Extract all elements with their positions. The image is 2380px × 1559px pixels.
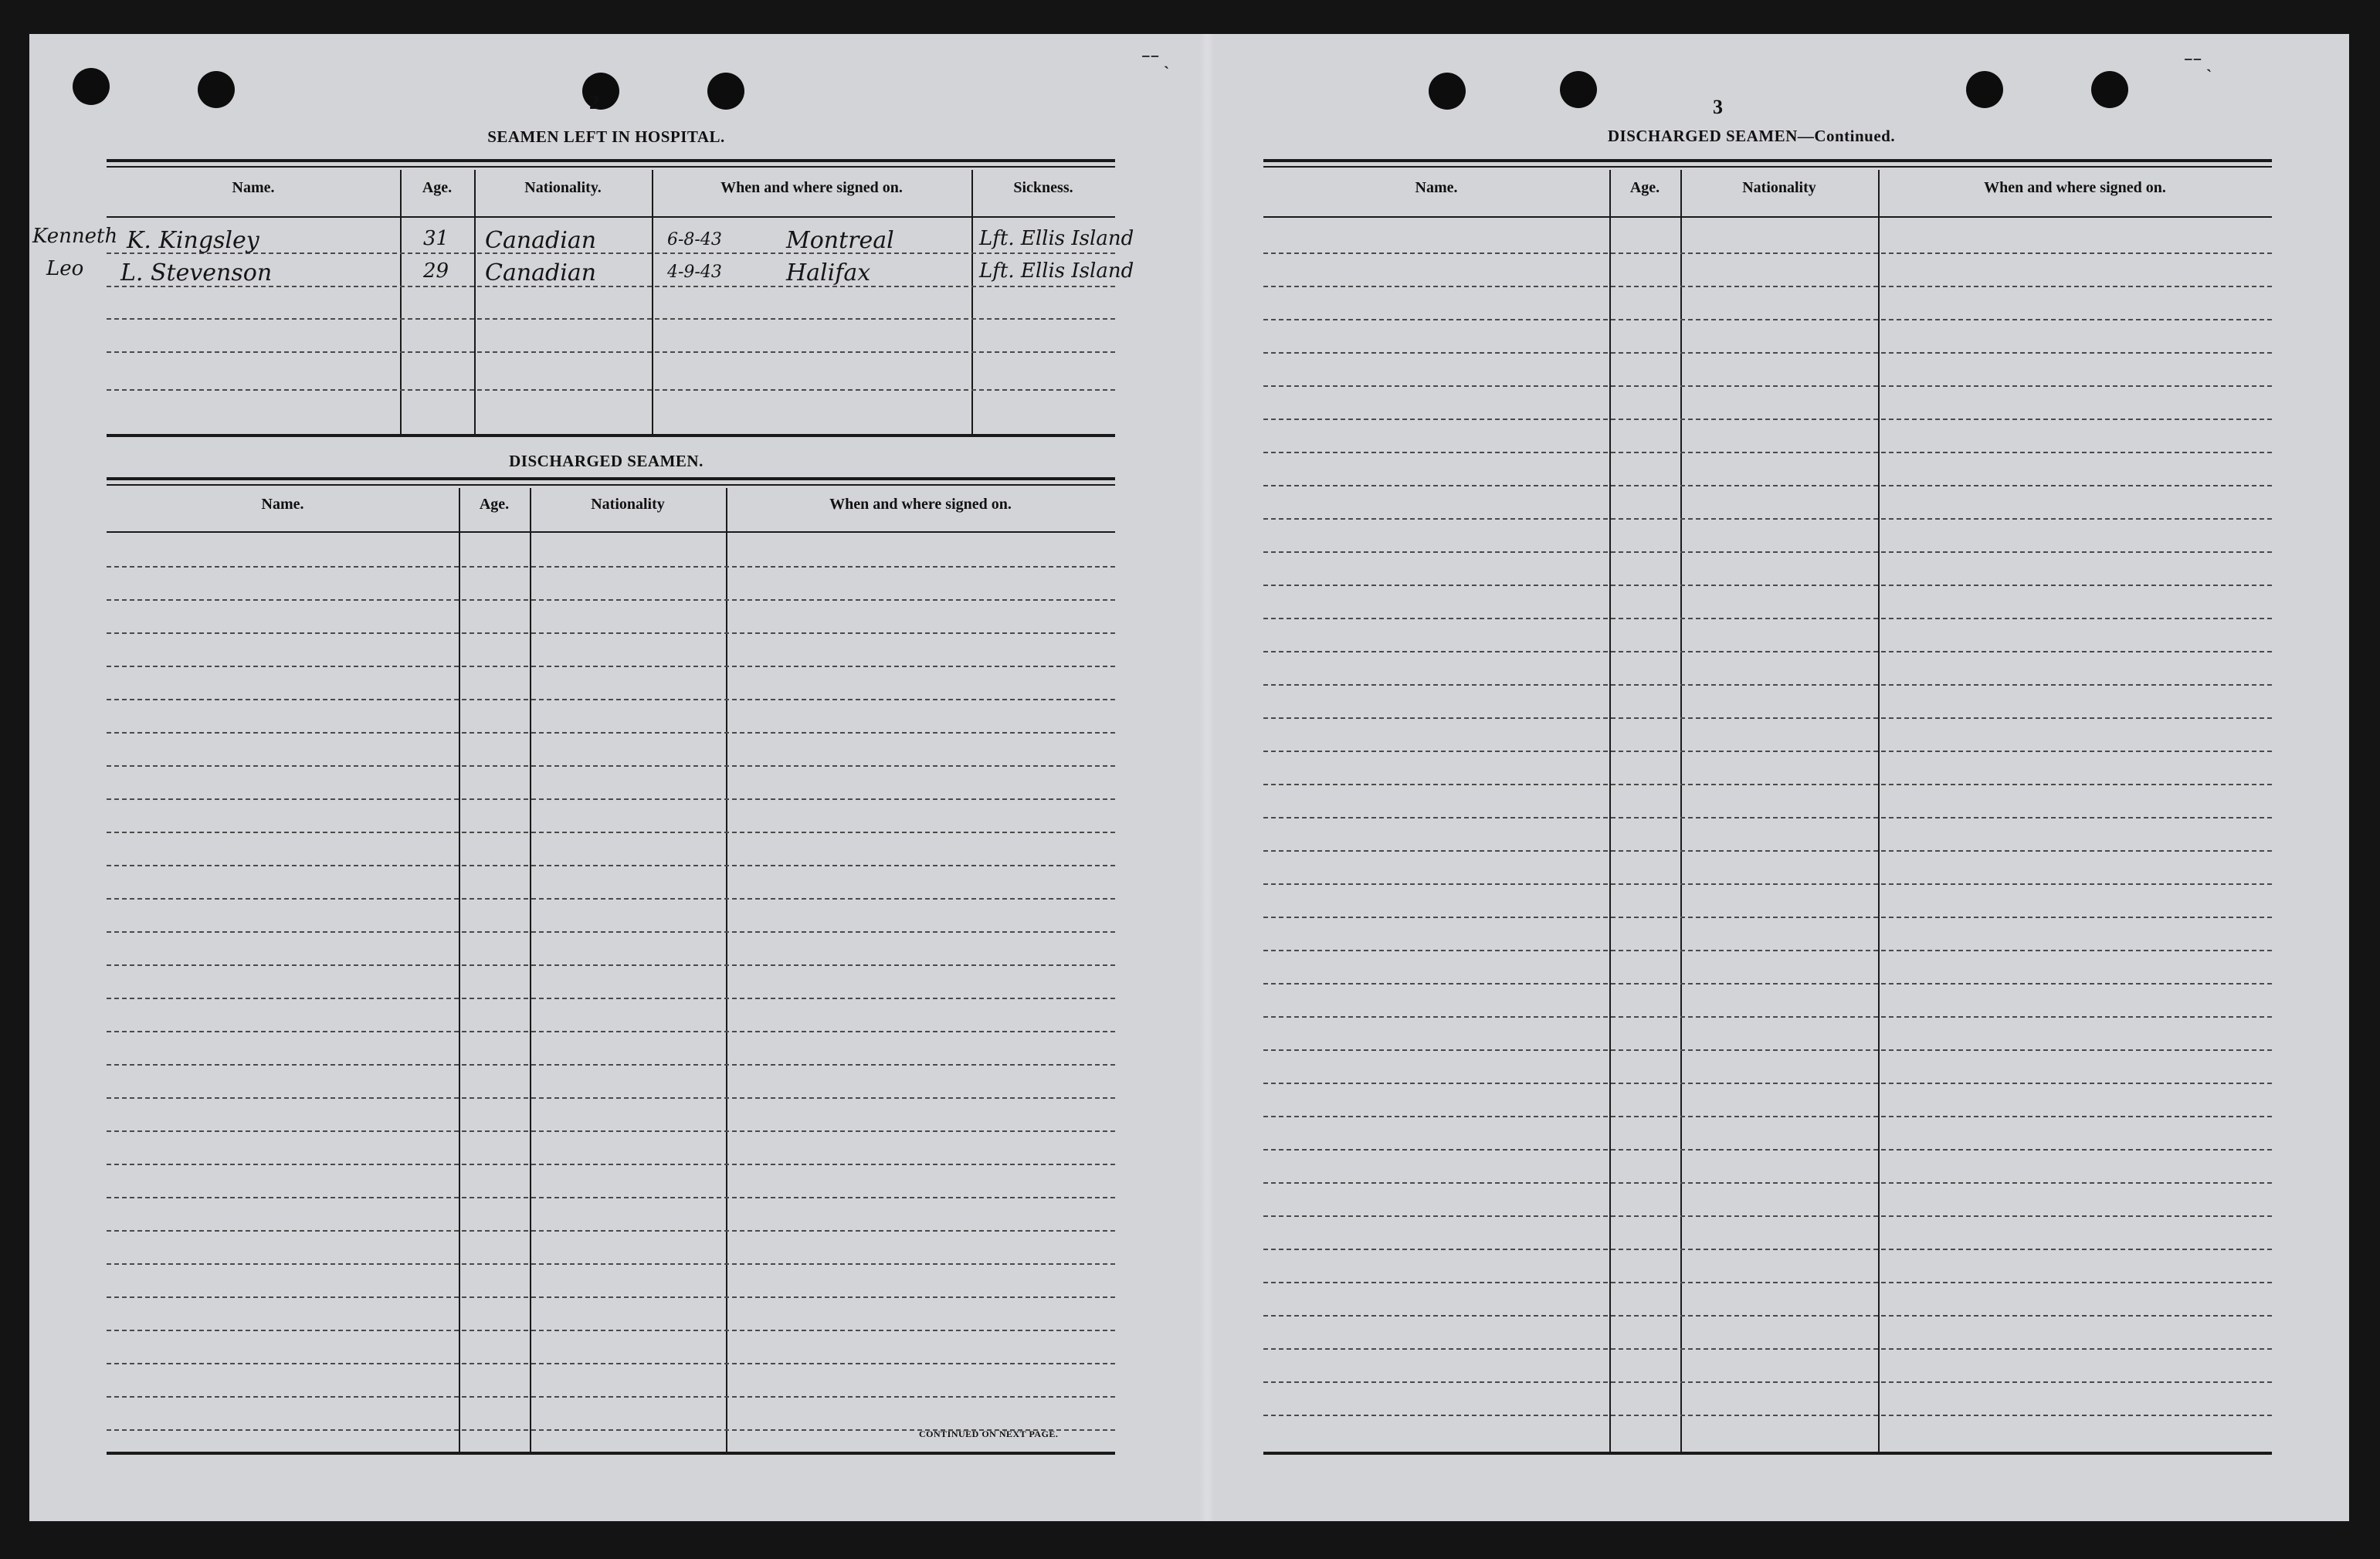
col-header-name: Name. (232, 179, 275, 196)
row-line (1263, 950, 2272, 951)
rule (1263, 166, 2272, 168)
col-divider (1680, 170, 1682, 1452)
punch-hole (1429, 73, 1466, 110)
row-line (1263, 1381, 2272, 1383)
row-line (1263, 319, 2272, 320)
row-line (1263, 717, 2272, 719)
rule (107, 434, 1115, 437)
entry-nationality: Canadian (485, 227, 597, 254)
row-line (1263, 850, 2272, 852)
row-line (107, 832, 1115, 833)
row-line (1263, 551, 2272, 553)
row-line (107, 389, 1115, 391)
row-line (1263, 1249, 2272, 1250)
row-line (1263, 883, 2272, 885)
row-line (107, 798, 1115, 800)
row-line (1263, 352, 2272, 354)
page-number-left: 2 (589, 91, 599, 114)
rule (107, 531, 1115, 533)
hospital-section-title: SEAMEN LEFT IN HOSPITAL. (487, 127, 725, 146)
row-line (107, 998, 1115, 999)
row-line (107, 931, 1115, 933)
rule (107, 159, 1115, 162)
document-sheet (29, 34, 2349, 1521)
row-line (107, 898, 1115, 900)
col-header-signed-on: When and where signed on. (720, 179, 903, 196)
col-header-signed-on: When and where signed on. (829, 496, 1012, 513)
row-line (1263, 419, 2272, 420)
row-line (1263, 684, 2272, 686)
col-header-name: Name. (1415, 179, 1458, 196)
entry-date: 4-9-43 (667, 263, 722, 282)
col-header-nationality: Nationality (591, 496, 665, 513)
rule (107, 166, 1115, 168)
entry-place: Montreal (786, 227, 894, 254)
row-line (107, 599, 1115, 601)
row-line (1263, 252, 2272, 254)
margin-note: Kenneth (32, 225, 118, 248)
row-line (1263, 1215, 2272, 1217)
entry-age: 29 (423, 259, 449, 283)
row-line (107, 1263, 1115, 1265)
row-line (107, 1197, 1115, 1198)
col-divider (971, 170, 973, 434)
row-line (1263, 1282, 2272, 1283)
row-line (107, 1097, 1115, 1099)
row-line (1263, 518, 2272, 520)
entry-date: 6-8-43 (667, 230, 722, 249)
col-header-age: Age. (1629, 179, 1660, 196)
pencil-mark: ⁻⁻ ˎ (1141, 49, 1170, 69)
row-line (1263, 385, 2272, 387)
col-header-age: Age. (479, 496, 510, 513)
row-line (1263, 1149, 2272, 1151)
row-line (107, 732, 1115, 734)
row-line (1263, 286, 2272, 287)
col-divider (400, 170, 402, 434)
row-line (107, 566, 1115, 568)
continued-footer: CONTINUED ON NEXT PAGE. (919, 1429, 1059, 1439)
col-divider (1878, 170, 1880, 1452)
rule (107, 477, 1115, 480)
entry-nationality: Canadian (485, 259, 597, 286)
rule (107, 484, 1115, 486)
col-divider (474, 170, 476, 434)
discharged-section-title: DISCHARGED SEAMEN. (509, 452, 703, 470)
discharged-continued-title: DISCHARGED SEAMEN—Continued. (1607, 127, 1896, 145)
punch-hole (73, 68, 110, 105)
row-line (1263, 1016, 2272, 1018)
row-line (107, 666, 1115, 667)
rule (107, 1452, 1115, 1455)
page-fold (1199, 34, 1215, 1521)
row-line (107, 318, 1115, 320)
row-line (1263, 983, 2272, 985)
row-line (107, 1164, 1115, 1165)
col-header-signed-on: When and where signed on. (1984, 179, 2166, 196)
row-line (1263, 1083, 2272, 1084)
row-line (1263, 585, 2272, 586)
row-line (107, 1330, 1115, 1331)
row-line (1263, 751, 2272, 752)
entry-age: 31 (423, 227, 449, 250)
entry-name: K. Kingsley (127, 227, 259, 254)
page-number-right: 3 (1713, 96, 1723, 118)
row-line (107, 1130, 1115, 1132)
rule (1263, 1452, 2272, 1455)
row-line (1263, 1116, 2272, 1117)
row-line (107, 1296, 1115, 1298)
row-line (1263, 1415, 2272, 1416)
col-header-sickness: Sickness. (1013, 179, 1073, 196)
row-line (1263, 1182, 2272, 1184)
punch-hole (2091, 71, 2128, 108)
row-line (107, 699, 1115, 700)
row-line (107, 351, 1115, 353)
row-line (107, 964, 1115, 966)
entry-sickness: Lft. Ellis Island (979, 227, 1134, 250)
margin-note: Leo (46, 257, 84, 280)
col-header-age: Age. (422, 179, 453, 196)
rule (1263, 216, 2272, 218)
row-line (1263, 485, 2272, 486)
row-line (1263, 917, 2272, 918)
row-line (1263, 817, 2272, 818)
entry-sickness: Lft. Ellis Island (979, 259, 1134, 283)
col-divider (652, 170, 653, 434)
row-line (107, 1363, 1115, 1364)
row-line (1263, 618, 2272, 619)
entry-place: Halifax (786, 259, 871, 286)
entry-name: L. Stevenson (120, 259, 273, 286)
rule (1263, 159, 2272, 162)
col-divider (1609, 170, 1611, 1452)
col-header-nationality: Nationality. (524, 179, 602, 196)
row-line (107, 865, 1115, 866)
col-header-name: Name. (261, 496, 304, 513)
pencil-mark: ⁻⁻ ˎ (2184, 53, 2212, 72)
row-line (1263, 1049, 2272, 1051)
row-line (107, 765, 1115, 767)
row-line (107, 1031, 1115, 1032)
row-line (107, 1396, 1115, 1398)
rule (107, 216, 1115, 218)
row-line (1263, 784, 2272, 785)
row-line (1263, 1315, 2272, 1317)
row-line (107, 632, 1115, 634)
row-line (1263, 1348, 2272, 1350)
punch-hole (198, 71, 235, 108)
punch-hole (1966, 71, 2003, 108)
row-line (1263, 452, 2272, 453)
col-header-nationality: Nationality (1742, 179, 1816, 196)
row-line (107, 1064, 1115, 1066)
row-line (1263, 651, 2272, 652)
punch-hole (1560, 71, 1597, 108)
punch-hole (582, 73, 619, 110)
punch-hole (707, 73, 744, 110)
row-line (107, 1230, 1115, 1232)
